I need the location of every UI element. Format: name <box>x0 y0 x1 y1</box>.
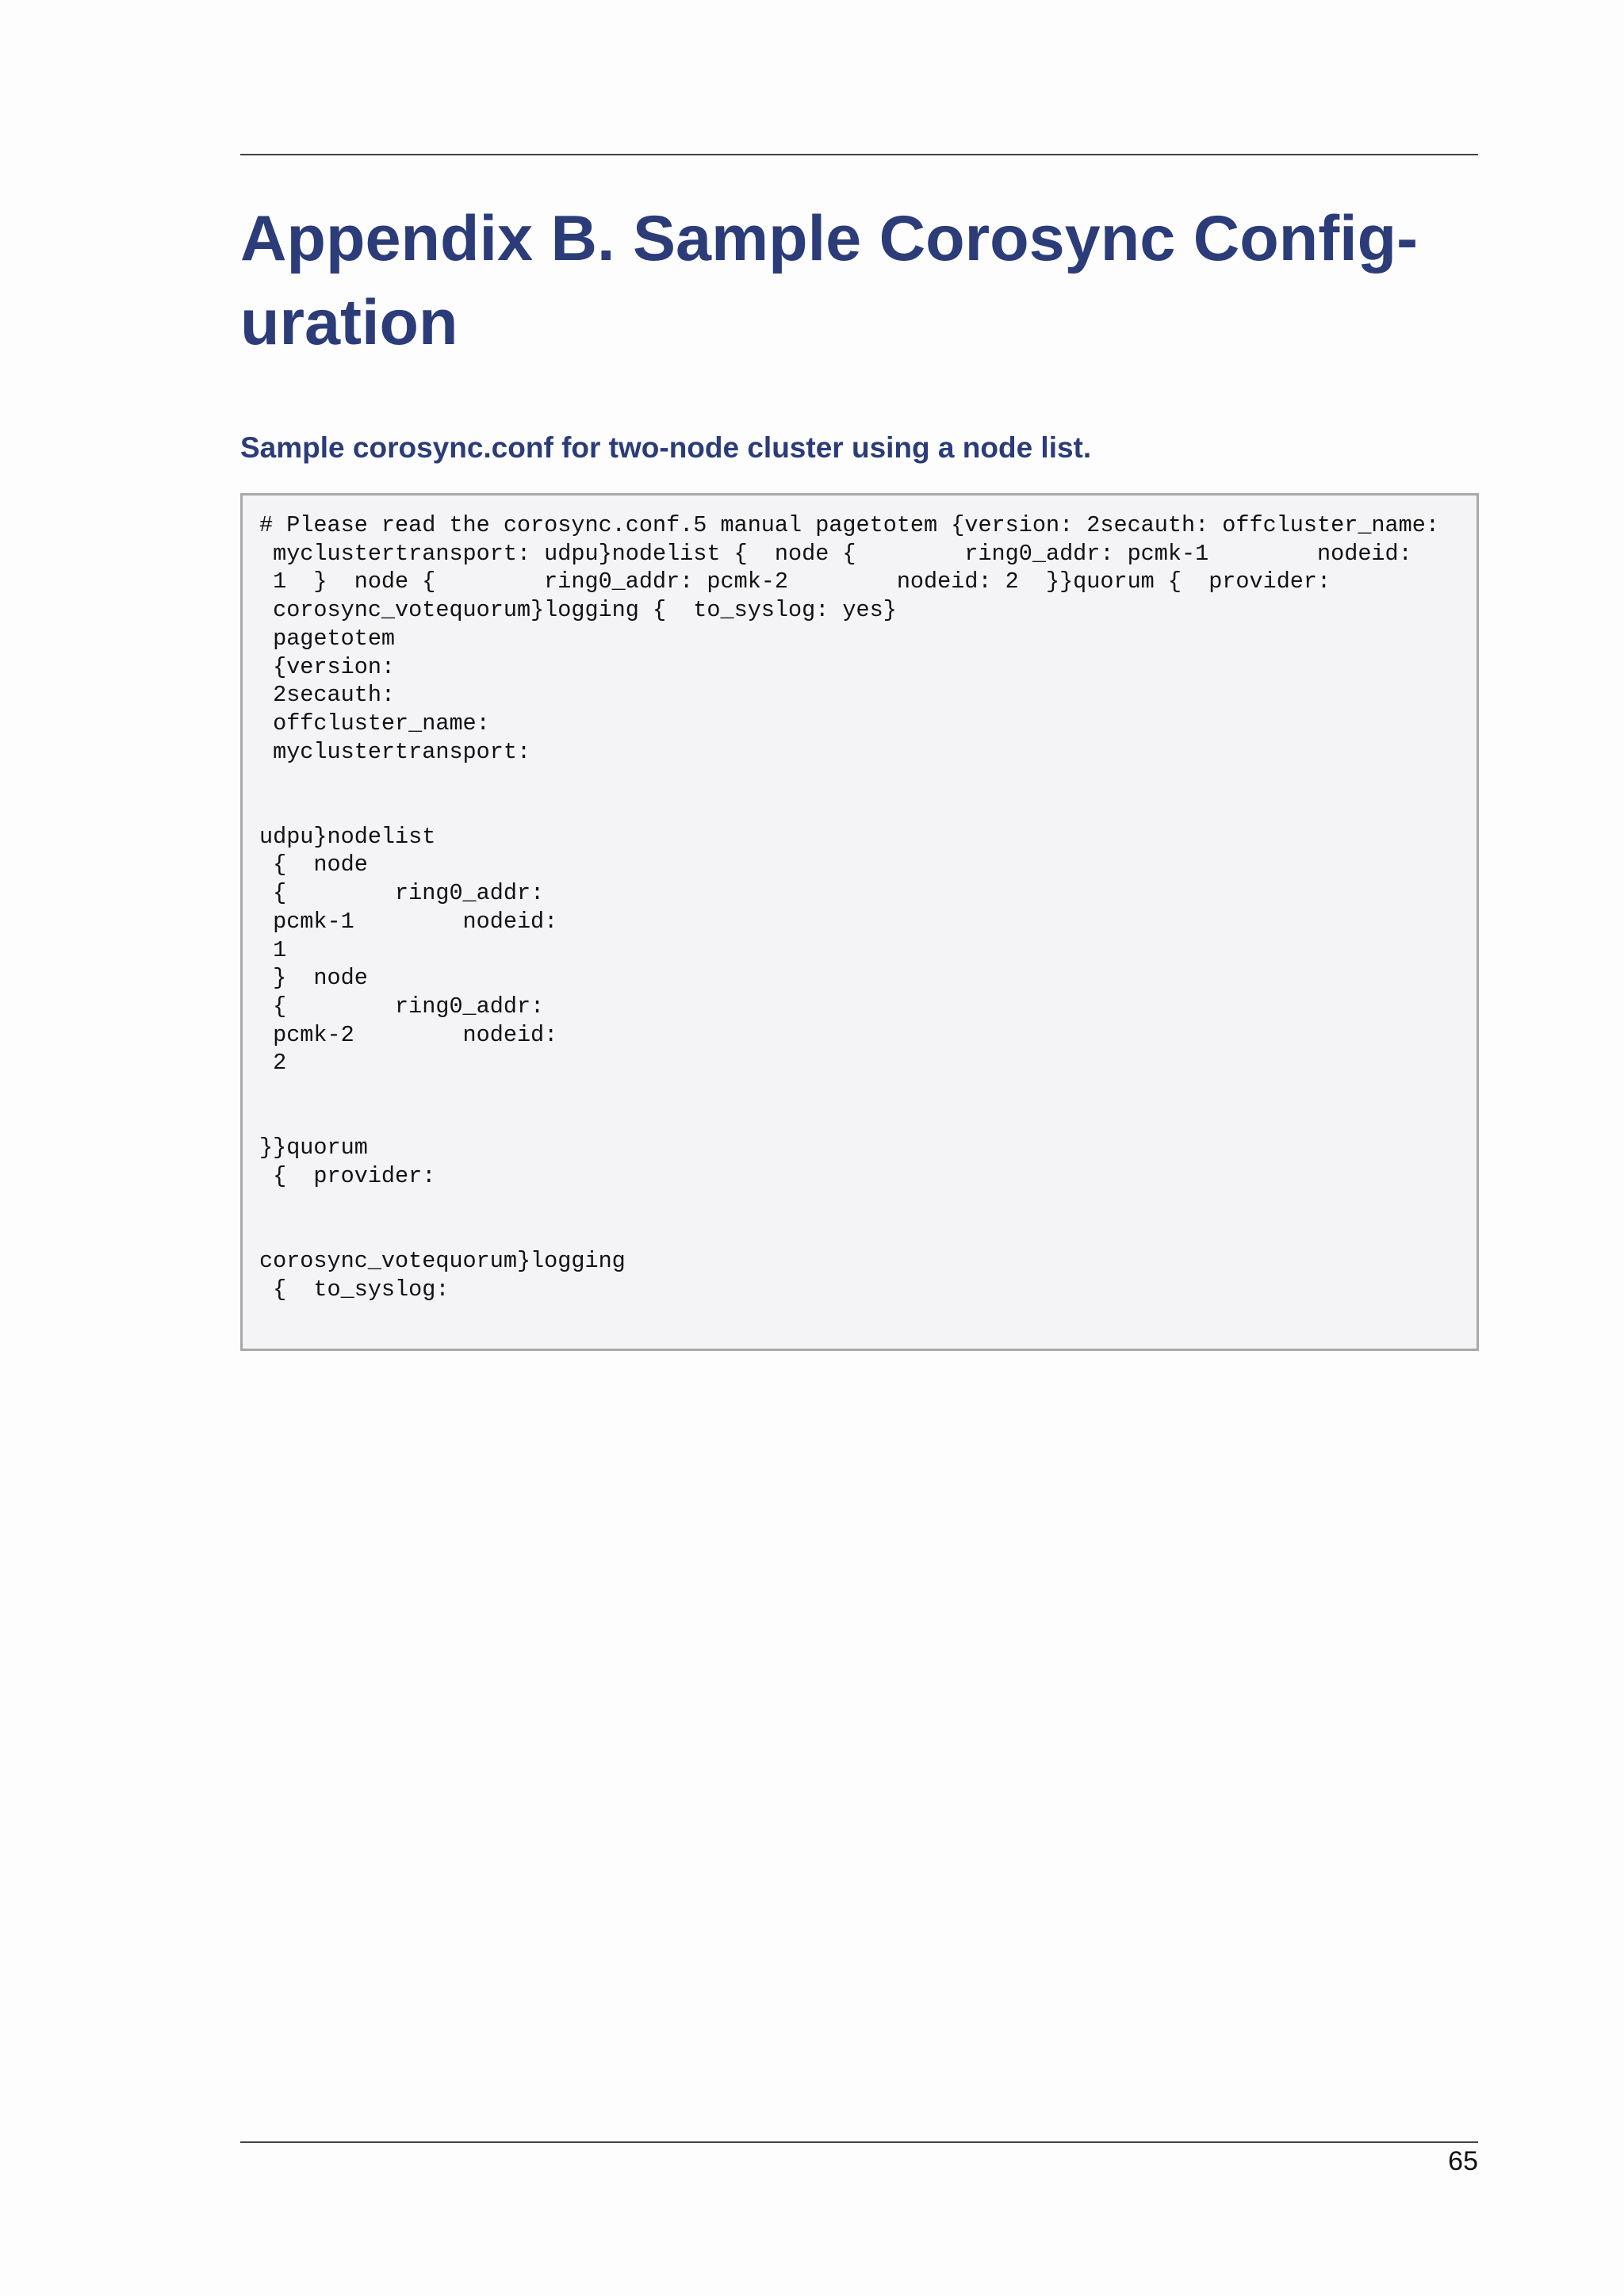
code-line: { node <box>259 851 368 878</box>
code-line: { provider: <box>259 1163 436 1190</box>
code-line: myclustertransport: udpu}nodelist { node { ring0_addr: pcmk-1 nodeid: <box>259 540 1412 567</box>
code-line: }}quorum <box>259 1135 368 1161</box>
code-line: offcluster_name: <box>259 710 490 737</box>
code-line: pcmk-1 nodeid: <box>259 908 558 935</box>
footer-rule <box>240 2141 1478 2143</box>
code-line: corosync_votequorum}logging { to_syslog: yes} <box>259 597 897 624</box>
page-number: 65 <box>1448 2146 1478 2176</box>
code-line: pagetotem <box>259 625 396 652</box>
page-title-line-2: uration <box>240 287 458 358</box>
code-line: 2secauth: <box>259 682 396 709</box>
code-line: { to_syslog: <box>259 1276 450 1303</box>
header-rule <box>240 154 1478 155</box>
example-caption: Sample corosync.conf for two-node cluster using a node list. <box>240 431 1092 464</box>
code-line: # Please read the corosync.conf.5 manual pagetotem {version: 2secauth: offcluster_name: <box>259 512 1439 538</box>
code-line: pcmk-2 nodeid: <box>259 1021 558 1048</box>
code-line: { ring0_addr: <box>259 880 545 907</box>
code-block <box>240 493 1479 1351</box>
code-line: } node <box>259 965 368 992</box>
code-line: { ring0_addr: <box>259 993 545 1020</box>
code-listing <box>259 511 1462 1304</box>
code-line: myclustertransport: <box>259 738 531 765</box>
code-line: 1 <box>259 936 287 963</box>
code-line: corosync_votequorum}logging <box>259 1248 626 1275</box>
page-title-line-1: Appendix B. Sample Corosync Config- <box>240 203 1419 274</box>
code-line: 1 } node { ring0_addr: pcmk-2 nodeid: 2 }}quorum { provider: <box>259 568 1331 595</box>
code-line: {version: <box>259 653 396 680</box>
code-line: 2 <box>259 1050 287 1077</box>
page-title <box>240 197 1493 365</box>
code-line: udpu}nodelist <box>259 823 436 850</box>
